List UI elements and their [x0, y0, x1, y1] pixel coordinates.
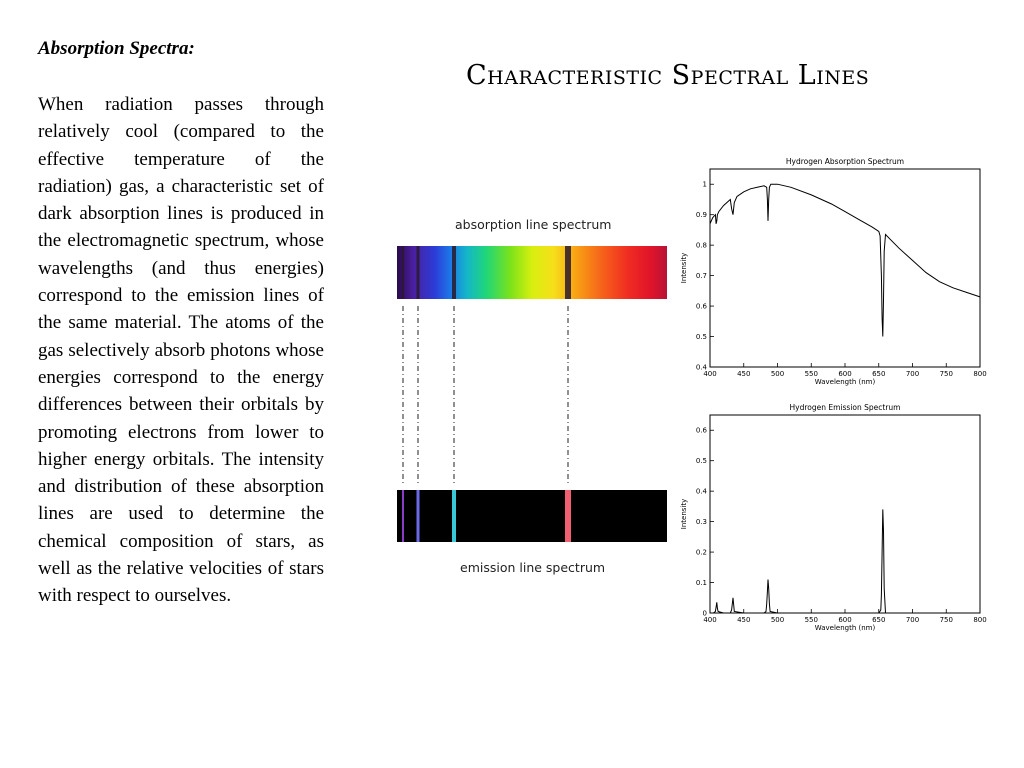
absorption-chart: [676, 152, 996, 392]
emission-ytick-label: 0.6: [695, 426, 707, 435]
absorption-spectrum-label: absorption line spectrum: [455, 217, 612, 232]
absorption-ytick-label: 0.4: [695, 363, 707, 372]
emission-xtick-label: 400: [703, 616, 717, 624]
emission-line-410: [402, 490, 404, 542]
emission-ytick-label: 0.2: [695, 548, 707, 557]
emission-ytick-label: 0.5: [695, 457, 707, 466]
body-paragraph: When radiation passes through relatively cool (compared to the effective temperature of the radiation) gas, a characteristic set of dark absorption lines is produced in the electromagnetic spectrum, whose wavelengths (and thus energies) correspond to the emission lines of the same material. The atoms of the gas selectively absorb photons whose energies correspond to the energy differences between their orbitals by promoting electrons from lower to higher energy orbitals. The intensity and distribution of these absorption lines are used to determine the chemical composition of stars, as well as the relative velocities of stars with respect to ourselves.: [38, 94, 324, 607]
absorption-xtick-label: 600: [838, 370, 852, 378]
absorption-line-656: [565, 246, 571, 299]
emission-chart-title: Hydrogen Emission Spectrum: [789, 403, 901, 412]
absorption-strip: [397, 246, 667, 299]
emission-ytick-label: 0.3: [695, 518, 707, 527]
emission-chart: [676, 398, 996, 638]
emission-series-line: [710, 509, 980, 613]
emission-ytick-label: 0.4: [695, 487, 707, 496]
absorption-xtick-label: 500: [770, 370, 785, 378]
absorption-line-486: [452, 246, 456, 299]
emission-xtick-label: 700: [905, 616, 920, 624]
absorption-ylabel: Intensity: [680, 252, 688, 284]
absorption-line-434: [417, 246, 420, 299]
emission-ylabel: Intensity: [680, 498, 688, 530]
absorption-ytick-label: 0.6: [695, 302, 707, 311]
absorption-ytick-label: 0.5: [695, 333, 707, 342]
absorption-plot-frame: [710, 169, 980, 367]
absorption-xtick-label: 650: [872, 370, 886, 378]
emission-plot-frame: [710, 415, 980, 613]
absorption-line-410: [402, 246, 404, 299]
absorption-xtick-label: 800: [973, 370, 987, 378]
emission-xtick-label: 500: [770, 616, 785, 624]
emission-ytick-label: 0: [702, 609, 707, 618]
absorption-ytick-label: 0.9: [695, 211, 707, 220]
absorption-xlabel: Wavelength (nm): [814, 378, 876, 386]
absorption-ytick-label: 1: [702, 180, 707, 189]
absorption-xtick-label: 450: [737, 370, 751, 378]
emission-xtick-label: 550: [804, 616, 818, 624]
emission-spectrum-label: emission line spectrum: [460, 560, 606, 575]
absorption-xtick-label: 750: [939, 370, 953, 378]
absorption-ytick-label: 0.7: [695, 272, 707, 281]
emission-xtick-label: 600: [838, 616, 852, 624]
emission-xlabel: Wavelength (nm): [814, 624, 876, 632]
absorption-xtick-label: 400: [703, 370, 717, 378]
emission-xtick-label: 450: [737, 616, 751, 624]
spectrum-strips: [390, 238, 672, 546]
absorption-xtick-label: 700: [905, 370, 920, 378]
heading: Absorption Spectra:: [38, 38, 195, 59]
page-title: Characteristic Spectral Lines: [466, 60, 870, 91]
absorption-xtick-label: 550: [804, 370, 818, 378]
emission-xtick-label: 650: [872, 616, 886, 624]
emission-line-656: [565, 490, 571, 542]
absorption-series-line: [710, 184, 980, 336]
emission-xtick-label: 800: [973, 616, 987, 624]
emission-xtick-label: 750: [939, 616, 953, 624]
emission-strip: [397, 490, 667, 542]
absorption-ytick-label: 0.8: [695, 241, 707, 250]
emission-line-434: [417, 490, 420, 542]
emission-ytick-label: 0.1: [695, 579, 707, 588]
emission-line-486: [452, 490, 456, 542]
absorption-chart-title: Hydrogen Absorption Spectrum: [785, 157, 905, 166]
